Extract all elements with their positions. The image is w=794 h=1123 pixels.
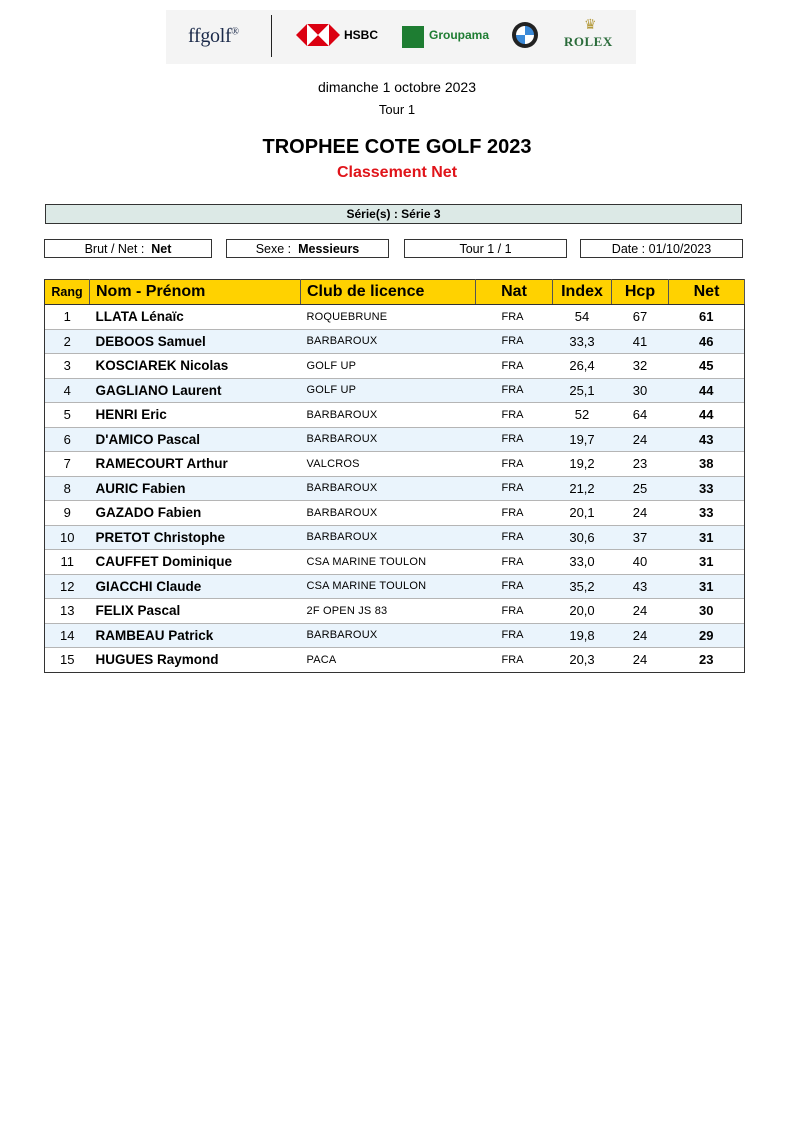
hcp-cell: 24 <box>612 427 669 452</box>
name-cell: PRETOT Christophe <box>90 525 301 550</box>
hcp-cell: 64 <box>612 403 669 428</box>
nat-cell: FRA <box>476 525 553 550</box>
hcp-cell: 37 <box>612 525 669 550</box>
sponsor-banner <box>166 10 636 64</box>
banner-divider <box>271 15 272 57</box>
sexe-label: Sexe : <box>255 242 292 256</box>
net-cell: 61 <box>669 305 745 330</box>
nat-cell: FRA <box>476 452 553 477</box>
club-cell: BARBAROUX <box>301 427 476 452</box>
name-cell: HENRI Eric <box>90 403 301 428</box>
table-row <box>45 476 745 501</box>
hcp-cell: 24 <box>612 648 669 673</box>
name-cell: AURIC Fabien <box>90 476 301 501</box>
name-cell: GAGLIANO Laurent <box>90 378 301 403</box>
hsbc-logo-text: HSBC <box>344 28 379 42</box>
rang-cell: 11 <box>45 550 90 575</box>
table-header-row <box>45 280 745 305</box>
index-cell: 35,2 <box>553 574 612 599</box>
table-row <box>45 501 745 526</box>
name-cell: RAMECOURT Arthur <box>90 452 301 477</box>
hcp-cell: 24 <box>612 623 669 648</box>
rang-cell: 4 <box>45 378 90 403</box>
net-cell: 44 <box>669 378 745 403</box>
brut-net-label: Brut / Net : <box>84 242 145 256</box>
rang-cell: 8 <box>45 476 90 501</box>
table-row <box>45 403 745 428</box>
name-cell: GIACCHI Claude <box>90 574 301 599</box>
hcp-cell: 30 <box>612 378 669 403</box>
table-row <box>45 648 745 673</box>
competition-date: dimanche 1 octobre 2023 <box>318 79 476 95</box>
net-cell: 33 <box>669 501 745 526</box>
index-cell: 19,8 <box>553 623 612 648</box>
index-cell: 21,2 <box>553 476 612 501</box>
bmw-logo-icon <box>512 22 538 48</box>
rang-cell: 14 <box>45 623 90 648</box>
groupama-logo-text: Groupama <box>429 28 490 42</box>
nat-cell: FRA <box>476 403 553 428</box>
col-header-nat: Nat <box>476 280 553 305</box>
date-box: Date : 01/10/2023 <box>580 239 743 258</box>
col-header-nom: Nom - Prénom <box>90 280 301 305</box>
index-cell: 26,4 <box>553 354 612 379</box>
net-cell: 23 <box>669 648 745 673</box>
index-cell: 33,0 <box>553 550 612 575</box>
net-cell: 29 <box>669 623 745 648</box>
nat-cell: FRA <box>476 476 553 501</box>
net-cell: 45 <box>669 354 745 379</box>
hcp-cell: 43 <box>612 574 669 599</box>
net-cell: 43 <box>669 427 745 452</box>
index-cell: 52 <box>553 403 612 428</box>
club-cell: ROQUEBRUNE <box>301 305 476 330</box>
nat-cell: FRA <box>476 329 553 354</box>
club-cell: BARBAROUX <box>301 403 476 428</box>
nat-cell: FRA <box>476 599 553 624</box>
name-cell: RAMBEAU Patrick <box>90 623 301 648</box>
index-cell: 20,0 <box>553 599 612 624</box>
table-row <box>45 305 745 330</box>
net-cell: 46 <box>669 329 745 354</box>
nat-cell: FRA <box>476 623 553 648</box>
ffgolf-text: ffgolf <box>188 25 232 47</box>
net-cell: 33 <box>669 476 745 501</box>
brut-net-value: Net <box>151 242 172 256</box>
hsbc-logo-icon <box>296 24 340 46</box>
net-cell: 44 <box>669 403 745 428</box>
rang-cell: 10 <box>45 525 90 550</box>
rang-cell: 15 <box>45 648 90 673</box>
name-cell: LLATA Lénaïc <box>90 305 301 330</box>
club-cell: BARBAROUX <box>301 525 476 550</box>
hcp-cell: 23 <box>612 452 669 477</box>
ffgolf-registered-mark: ® <box>231 26 239 38</box>
net-cell: 31 <box>669 525 745 550</box>
page-title: TROPHEE COTE GOLF 2023 <box>262 136 532 158</box>
hcp-cell: 41 <box>612 329 669 354</box>
round-label: Tour 1 <box>378 102 416 117</box>
name-cell: FELIX Pascal <box>90 599 301 624</box>
name-cell: HUGUES Raymond <box>90 648 301 673</box>
nat-cell: FRA <box>476 305 553 330</box>
hcp-cell: 24 <box>612 599 669 624</box>
rolex-crown-icon: ♛ <box>584 16 597 32</box>
groupama-logo-icon <box>402 26 424 48</box>
index-cell: 20,1 <box>553 501 612 526</box>
club-cell: BARBAROUX <box>301 329 476 354</box>
index-cell: 30,6 <box>553 525 612 550</box>
name-cell: D'AMICO Pascal <box>90 427 301 452</box>
sexe-box <box>226 239 389 258</box>
table-row <box>45 354 745 379</box>
table-row <box>45 329 745 354</box>
tour-box: Tour 1 / 1 <box>404 239 567 258</box>
col-header-net: Net <box>669 280 745 305</box>
rang-cell: 2 <box>45 329 90 354</box>
rolex-logo-text: ROLEX <box>564 34 613 49</box>
rang-cell: 9 <box>45 501 90 526</box>
club-cell: 2F OPEN JS 83 <box>301 599 476 624</box>
table-row <box>45 623 745 648</box>
hcp-cell: 40 <box>612 550 669 575</box>
index-cell: 19,2 <box>553 452 612 477</box>
club-cell: GOLF UP <box>301 354 476 379</box>
table-row <box>45 378 745 403</box>
club-cell: CSA MARINE TOULON <box>301 550 476 575</box>
net-cell: 31 <box>669 550 745 575</box>
rang-cell: 3 <box>45 354 90 379</box>
nat-cell: FRA <box>476 378 553 403</box>
index-cell: 54 <box>553 305 612 330</box>
col-header-hcp: Hcp <box>612 280 669 305</box>
col-header-club: Club de licence <box>301 280 476 305</box>
club-cell: BARBAROUX <box>301 501 476 526</box>
nat-cell: FRA <box>476 574 553 599</box>
ffgolf-logo <box>188 25 239 48</box>
nat-cell: FRA <box>476 648 553 673</box>
hcp-cell: 67 <box>612 305 669 330</box>
rang-cell: 1 <box>45 305 90 330</box>
club-cell: GOLF UP <box>301 378 476 403</box>
net-cell: 38 <box>669 452 745 477</box>
index-cell: 20,3 <box>553 648 612 673</box>
col-header-index: Index <box>553 280 612 305</box>
index-cell: 19,7 <box>553 427 612 452</box>
table-row <box>45 550 745 575</box>
nat-cell: FRA <box>476 354 553 379</box>
nat-cell: FRA <box>476 501 553 526</box>
name-cell: CAUFFET Dominique <box>90 550 301 575</box>
nat-cell: FRA <box>476 427 553 452</box>
rang-cell: 13 <box>45 599 90 624</box>
club-cell: CSA MARINE TOULON <box>301 574 476 599</box>
index-cell: 33,3 <box>553 329 612 354</box>
hcp-cell: 32 <box>612 354 669 379</box>
name-cell: GAZADO Fabien <box>90 501 301 526</box>
series-band: Série(s) : Série 3 <box>45 204 742 224</box>
hcp-cell: 24 <box>612 501 669 526</box>
rang-cell: 5 <box>45 403 90 428</box>
net-cell: 31 <box>669 574 745 599</box>
net-cell: 30 <box>669 599 745 624</box>
table-row <box>45 574 745 599</box>
table-row <box>45 525 745 550</box>
table-row <box>45 599 745 624</box>
name-cell: DEBOOS Samuel <box>90 329 301 354</box>
club-cell: BARBAROUX <box>301 476 476 501</box>
rang-cell: 7 <box>45 452 90 477</box>
club-cell: VALCROS <box>301 452 476 477</box>
page-subtitle: Classement Net <box>336 164 458 181</box>
sexe-value: Messieurs <box>298 242 360 256</box>
results-table <box>44 279 745 673</box>
rang-cell: 12 <box>45 574 90 599</box>
hcp-cell: 25 <box>612 476 669 501</box>
brut-net-box <box>44 239 212 258</box>
index-cell: 25,1 <box>553 378 612 403</box>
rang-cell: 6 <box>45 427 90 452</box>
nat-cell: FRA <box>476 550 553 575</box>
col-header-rang: Rang <box>45 280 90 305</box>
name-cell: KOSCIAREK Nicolas <box>90 354 301 379</box>
table-row <box>45 452 745 477</box>
club-cell: BARBAROUX <box>301 623 476 648</box>
table-row <box>45 427 745 452</box>
club-cell: PACA <box>301 648 476 673</box>
